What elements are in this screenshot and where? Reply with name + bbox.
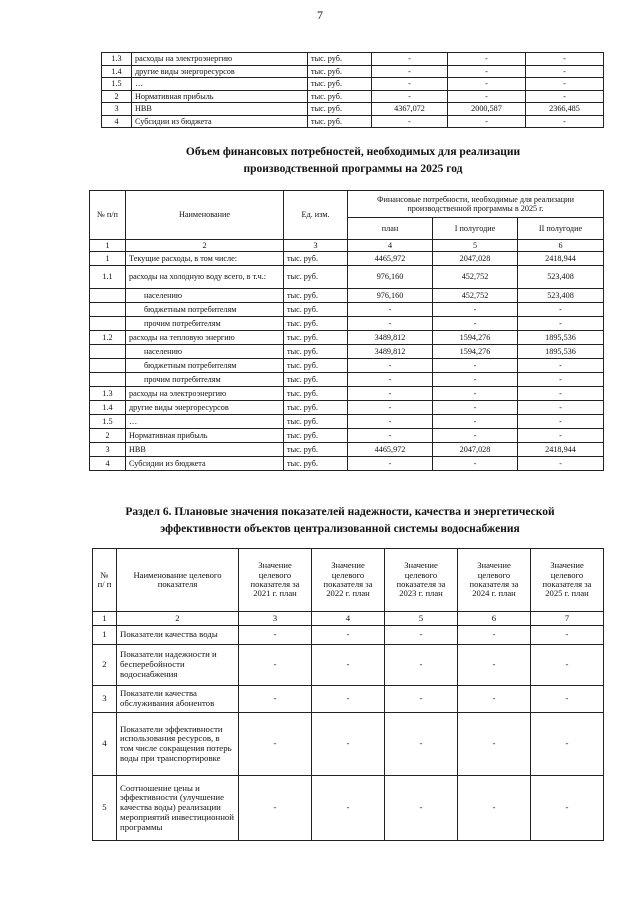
cell-value: 4465,972 [348, 252, 433, 266]
cell-value: - [518, 401, 604, 415]
cell-value: - [385, 645, 458, 686]
cell-unit: тыс. руб. [284, 401, 348, 415]
header-target-value: Значение целевого показателя за 2022 г. план [312, 549, 385, 612]
table-row [93, 713, 604, 776]
cell-value: - [348, 317, 433, 331]
cell-value: - [448, 78, 526, 91]
cell-value: 1594,276 [433, 331, 518, 345]
cell-value: - [348, 373, 433, 387]
cell-value: - [433, 387, 518, 401]
cell-value: - [526, 78, 604, 91]
table-row [93, 686, 604, 713]
cell-num [90, 289, 126, 303]
cell-value: - [458, 686, 531, 713]
cell-value: - [526, 65, 604, 78]
cell-name: Нормативная прибыль [126, 429, 284, 443]
table-finance-2025 [89, 190, 604, 471]
cell-num: 3 [102, 103, 132, 116]
header-target-value: Значение целевого показателя за 2023 г. план [385, 549, 458, 612]
cell-num: 5 [93, 776, 117, 841]
column-index: 3 [239, 612, 312, 626]
cell-unit: тыс. руб. [284, 252, 348, 266]
cell-num: 1.1 [90, 266, 126, 289]
cell-value: - [239, 776, 312, 841]
table-row [102, 103, 604, 116]
cell-value: - [518, 317, 604, 331]
cell-value: 2366,485 [526, 103, 604, 116]
cell-value: - [531, 626, 604, 645]
cell-value: - [348, 415, 433, 429]
cell-num: 3 [93, 686, 117, 713]
cell-value: - [458, 713, 531, 776]
column-index: 2 [126, 240, 284, 252]
cell-value: - [448, 90, 526, 103]
cell-num: 2 [93, 645, 117, 686]
cell-unit: тыс. руб. [308, 90, 372, 103]
cell-num: 4 [90, 457, 126, 471]
cell-unit: тыс. руб. [284, 373, 348, 387]
cell-value: 2000,587 [448, 103, 526, 116]
cell-value: - [348, 429, 433, 443]
cell-value: - [372, 115, 448, 128]
cell-num [90, 303, 126, 317]
cell-value: - [531, 713, 604, 776]
cell-name: Показатели качества воды [117, 626, 239, 645]
cell-unit: тыс. руб. [284, 266, 348, 289]
cell-num: 1.2 [90, 331, 126, 345]
cell-name: Соотношение цены и эффективности (улучшение качества воды) реализации мероприятий инвестиционной программы [117, 776, 239, 841]
table-row [90, 387, 604, 401]
cell-name: Нормативная прибыль [132, 90, 308, 103]
cell-value: - [348, 303, 433, 317]
cell-unit: тыс. руб. [284, 345, 348, 359]
cell-value: 1594,276 [433, 345, 518, 359]
cell-value: - [385, 776, 458, 841]
table-row [93, 776, 604, 841]
cell-value: - [312, 713, 385, 776]
cell-num: 1.5 [90, 415, 126, 429]
cell-name: бюджетным потребителям [126, 303, 284, 317]
cell-num: 1.4 [90, 401, 126, 415]
header-half1: I полугодие [433, 218, 518, 240]
table-target-indicators [92, 548, 604, 841]
cell-num: 1.3 [90, 387, 126, 401]
cell-value: - [239, 686, 312, 713]
cell-unit: тыс. руб. [284, 415, 348, 429]
cell-num: 1 [90, 252, 126, 266]
cell-value: - [526, 53, 604, 66]
cell-value: - [385, 713, 458, 776]
cell-unit: тыс. руб. [308, 78, 372, 91]
cell-value: 1895,536 [518, 345, 604, 359]
cell-name: расходы на электроэнергию [132, 53, 308, 66]
column-index: 6 [518, 240, 604, 252]
cell-value: - [458, 626, 531, 645]
column-index: 6 [458, 612, 531, 626]
cell-value: - [239, 645, 312, 686]
header-plan: план [348, 218, 433, 240]
cell-unit: тыс. руб. [284, 289, 348, 303]
table-row [102, 65, 604, 78]
cell-value: - [458, 776, 531, 841]
heading-line: Объем финансовых потребностей, необходимых для реализации [185, 146, 521, 158]
cell-value: - [433, 415, 518, 429]
cell-value: 4367,072 [372, 103, 448, 116]
column-index: 5 [385, 612, 458, 626]
column-index: 1 [90, 240, 126, 252]
cell-value: - [433, 457, 518, 471]
cell-value: - [518, 415, 604, 429]
cell-value: - [526, 90, 604, 103]
cell-value: - [312, 645, 385, 686]
cell-num [90, 359, 126, 373]
cell-num: 1.4 [102, 65, 132, 78]
cell-value: - [239, 626, 312, 645]
cell-value: - [531, 645, 604, 686]
header-name: Наименование целевого показателя [117, 549, 239, 612]
cell-unit: тыс. руб. [308, 65, 372, 78]
table-row [90, 359, 604, 373]
cell-name: расходы на холодную воду всего, в т.ч.: [126, 266, 284, 289]
page-number: 7 [317, 8, 323, 22]
cell-value: - [312, 686, 385, 713]
table-row [90, 415, 604, 429]
table-row [90, 303, 604, 317]
table-row [90, 429, 604, 443]
table-row [90, 457, 604, 471]
cell-num: 2 [90, 429, 126, 443]
cell-value: 4465,972 [348, 443, 433, 457]
cell-value: - [433, 317, 518, 331]
heading-line: Раздел 6. Плановые значения показателей надежности, качества и энергетической [125, 506, 555, 518]
cell-value: - [348, 401, 433, 415]
cell-value: 2418,944 [518, 252, 604, 266]
header-target-value: Значение целевого показателя за 2024 г. план [458, 549, 531, 612]
table-row [102, 115, 604, 128]
table-row [90, 317, 604, 331]
cell-unit: тыс. руб. [284, 387, 348, 401]
cell-value: - [518, 457, 604, 471]
header-target-value: Значение целевого показателя за 2025 г. план [531, 549, 604, 612]
cell-name: НВВ [126, 443, 284, 457]
cell-unit: тыс. руб. [284, 457, 348, 471]
table-continuation [101, 52, 604, 128]
section-heading-finance [100, 144, 606, 177]
table-row [90, 331, 604, 345]
cell-value: 2047,028 [433, 252, 518, 266]
column-index: 3 [284, 240, 348, 252]
cell-value: 976,160 [348, 266, 433, 289]
table-row [90, 373, 604, 387]
cell-value: 1895,536 [518, 331, 604, 345]
header-financial-needs: Финансовые потребности, необходимые для реализации производственной программы в 2025 г. [348, 191, 604, 218]
cell-unit: тыс. руб. [284, 443, 348, 457]
table-row [93, 626, 604, 645]
header-unit: Ед. изм. [284, 191, 348, 240]
cell-value: - [372, 53, 448, 66]
table-row [90, 401, 604, 415]
cell-value: - [372, 65, 448, 78]
cell-value: - [448, 53, 526, 66]
header-num: № п/п [90, 191, 126, 240]
heading-line: производственной программы на 2025 год [243, 162, 463, 175]
cell-value: - [518, 373, 604, 387]
cell-value: - [531, 776, 604, 841]
heading-line: эффективности объектов централизованной системы водоснабжения [160, 522, 520, 535]
cell-value: 452,752 [433, 266, 518, 289]
cell-unit: тыс. руб. [284, 317, 348, 331]
cell-value: - [348, 387, 433, 401]
cell-name: … [126, 415, 284, 429]
cell-name: расходы на электроэнергию [126, 387, 284, 401]
cell-value: - [433, 303, 518, 317]
column-index: 7 [531, 612, 604, 626]
cell-value: 2047,028 [433, 443, 518, 457]
cell-value: - [526, 115, 604, 128]
cell-value: - [433, 429, 518, 443]
cell-name: Показатели эффективности использования ресурсов, в том числе сокращения потерь воды при транспортировке [117, 713, 239, 776]
column-index: 5 [433, 240, 518, 252]
cell-num: 1 [93, 626, 117, 645]
cell-value: 2418,944 [518, 443, 604, 457]
cell-num: 2 [102, 90, 132, 103]
cell-unit: тыс. руб. [284, 331, 348, 345]
cell-value: 3489,812 [348, 331, 433, 345]
cell-value: 3489,812 [348, 345, 433, 359]
cell-value: - [531, 686, 604, 713]
cell-value: - [448, 65, 526, 78]
cell-value: - [385, 686, 458, 713]
table-row [102, 90, 604, 103]
table-row [102, 78, 604, 91]
cell-num: 1.3 [102, 53, 132, 66]
cell-value: - [458, 645, 531, 686]
header-name: Наименование [126, 191, 284, 240]
cell-value: - [348, 457, 433, 471]
cell-value: - [372, 78, 448, 91]
cell-unit: тыс. руб. [308, 115, 372, 128]
cell-name: НВВ [132, 103, 308, 116]
cell-name: населению [126, 289, 284, 303]
cell-value: - [433, 373, 518, 387]
table-row [102, 53, 604, 66]
cell-value: - [433, 401, 518, 415]
cell-num [90, 345, 126, 359]
column-index: 1 [93, 612, 117, 626]
cell-unit: тыс. руб. [308, 103, 372, 116]
cell-value: 976,160 [348, 289, 433, 303]
cell-value: - [312, 776, 385, 841]
cell-num: 4 [102, 115, 132, 128]
cell-unit: тыс. руб. [284, 303, 348, 317]
table-row [90, 345, 604, 359]
table-row [90, 289, 604, 303]
cell-name: другие виды энергоресурсов [132, 65, 308, 78]
cell-value: - [312, 626, 385, 645]
cell-name: населению [126, 345, 284, 359]
header-half2: II полугодие [518, 218, 604, 240]
column-index: 4 [312, 612, 385, 626]
cell-name: Субсидии из бюджета [126, 457, 284, 471]
header-target-value: Значение целевого показателя за 2021 г. план [239, 549, 312, 612]
cell-value: - [433, 359, 518, 373]
table-row [90, 252, 604, 266]
cell-num: 3 [90, 443, 126, 457]
cell-unit: тыс. руб. [284, 429, 348, 443]
column-index: 2 [117, 612, 239, 626]
cell-value: - [518, 429, 604, 443]
cell-name: Субсидии из бюджета [132, 115, 308, 128]
cell-value: - [239, 713, 312, 776]
cell-num [90, 317, 126, 331]
cell-value: 523,408 [518, 266, 604, 289]
cell-name: прочим потребителям [126, 317, 284, 331]
cell-unit: тыс. руб. [308, 53, 372, 66]
cell-value: - [518, 359, 604, 373]
section-heading-indicators [60, 504, 620, 537]
cell-value: - [348, 359, 433, 373]
table-row [90, 443, 604, 457]
cell-value: - [448, 115, 526, 128]
cell-unit: тыс. руб. [284, 359, 348, 373]
cell-value: - [385, 626, 458, 645]
cell-name: другие виды энергоресурсов [126, 401, 284, 415]
cell-value: - [518, 303, 604, 317]
cell-num [90, 373, 126, 387]
cell-value: 452,752 [433, 289, 518, 303]
cell-name: … [132, 78, 308, 91]
header-num: № п/ п [93, 549, 117, 612]
column-index: 4 [348, 240, 433, 252]
cell-value: - [372, 90, 448, 103]
cell-name: прочим потребителям [126, 373, 284, 387]
cell-num: 4 [93, 713, 117, 776]
cell-value: - [518, 387, 604, 401]
cell-num: 1.5 [102, 78, 132, 91]
cell-name: расходы на тепловую энергию [126, 331, 284, 345]
cell-name: Показатели надежности и бесперебойности водоснабжения [117, 645, 239, 686]
cell-name: Текущие расходы, в том числе: [126, 252, 284, 266]
cell-name: Показатели качества обслуживания абонентов [117, 686, 239, 713]
table-row [93, 645, 604, 686]
table-row [90, 266, 604, 289]
cell-name: бюджетным потребителям [126, 359, 284, 373]
cell-value: 523,408 [518, 289, 604, 303]
